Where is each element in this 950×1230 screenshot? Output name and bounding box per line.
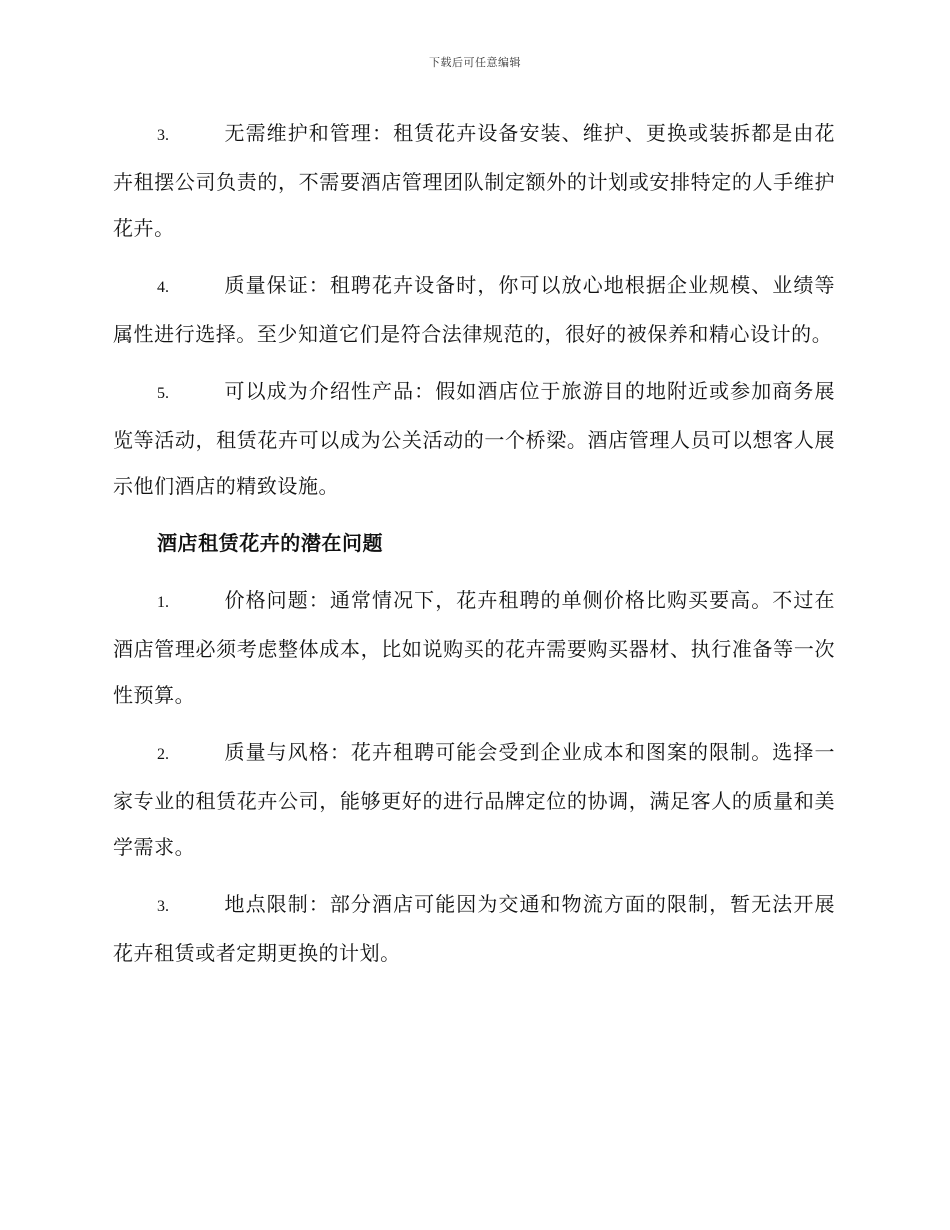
list-item-text: 无需维护和管理：租赁花卉设备安装、维护、更换或装拆都是由花卉租摆公司负责的，不需要酒店管理团队制定额外的计划或安排特定的人手维护花卉。 [113, 121, 835, 240]
list-item [113, 577, 835, 718]
list-item [113, 110, 835, 251]
list-item-text: 地点限制：部分酒店可能因为交通和物流方面的限制，暂无法开展花卉租赁或者定期更换的计划。 [113, 892, 835, 965]
list-item-number: 3. [157, 127, 169, 144]
list-item-number: 5. [157, 385, 169, 402]
list-item [113, 262, 835, 357]
list-item-text: 质量保证：租聘花卉设备时，你可以放心地根据企业规模、业绩等属性进行选择。至少知道它们是符合法律规范的，很好的被保养和精心设计的。 [113, 273, 835, 346]
list-item-text: 质量与风格：花卉租聘可能会受到企业成本和图案的限制。选择一家专业的租赁花卉公司，能够更好的进行品牌定位的协调，满足客人的质量和美学需求。 [113, 740, 835, 859]
list-item-number: 2. [157, 746, 169, 763]
list-item [113, 368, 835, 509]
section-heading: 酒店租赁花卉的潜在问题 [157, 531, 384, 555]
list-item [113, 729, 835, 870]
list-item-number: 3. [157, 898, 169, 915]
list-item [113, 881, 835, 976]
list-item-text: 价格问题：通常情况下，花卉租聘的单侧价格比购买要高。不过在酒店管理必须考虑整体成本，比如说购买的花卉需要购买器材、执行准备等一次性预算。 [113, 588, 835, 707]
list-item-number: 1. [157, 594, 169, 611]
document-body [113, 110, 835, 987]
list-item-text: 可以成为介绍性产品：假如酒店位于旅游目的地附近或参加商务展览等活动，租赁花卉可以成为公关活动的一个桥梁。酒店管理人员可以想客人展示他们酒店的精致设施。 [113, 379, 835, 498]
list-item-number: 4. [157, 279, 169, 296]
header-note: 下载后可任意编辑 [429, 56, 521, 69]
